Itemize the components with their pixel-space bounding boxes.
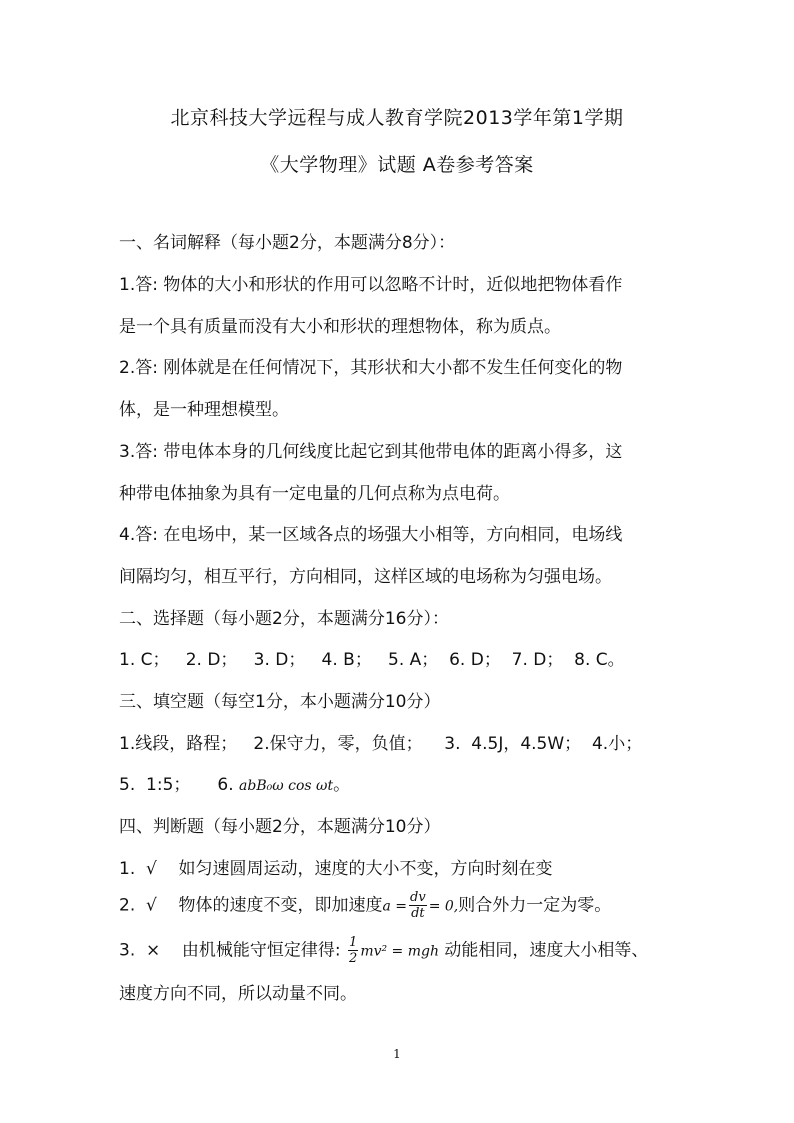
section3-line2-suffix: 。 (333, 775, 351, 795)
energy-equation: mv² = mgh (360, 943, 439, 960)
section1-answer-line: 4.答: 在电场中，某一区域各点的场强大小相等，方向相同，电场线 (119, 525, 623, 545)
document-title-line1: 北京科技大学远程与成人教育学院2013学年第1学期 (170, 107, 624, 129)
fraction-numerator: dv (410, 890, 426, 905)
section1-answer-line: 体，是一种理想模型。 (119, 400, 289, 420)
page-number: 1 (393, 1047, 401, 1061)
section4-item2-prefix: 2. √ 物体的速度不变，即加速度 (119, 895, 383, 916)
section4-item2-math-lhs: a = (382, 898, 408, 915)
section3-line2-prefix: 5. 1:5； 6. (119, 775, 234, 795)
fraction-numerator: 1 (349, 935, 358, 950)
fraction-denominator: 2 (349, 951, 358, 966)
fraction-denominator: dt (411, 906, 425, 921)
section4-item2 (119, 890, 699, 921)
section4-item3 (119, 935, 699, 966)
section3-heading: 三、填空题（每空1分，本小题满分10分） (119, 692, 441, 712)
section4-item3-prefix: 3. × 由机械能守恒定律得: (119, 940, 341, 961)
section4-item3-line2: 速度方向不同，所以动量不同。 (119, 984, 357, 1004)
section1-answer-line: 2.答: 刚体就是在任何情况下，其形状和大小都不发生任何变化的物 (119, 358, 623, 378)
section3-answer-line1: 1.线段，路程； 2.保守力，零，负值； 3. 4.5J，4.5W； 4.小； (119, 734, 643, 754)
section1-answer-line: 种带电体抽象为具有一定电量的几何点称为点电荷。 (119, 484, 510, 504)
section1-answer-line: 1.答: 物体的大小和形状的作用可以忽略不计时，近似地把物体看作 (119, 275, 623, 295)
section1-answer-line: 是一个具有质量而没有大小和形状的理想物体，称为质点。 (119, 317, 561, 337)
section4-item2-suffix: 则合外力一定为零。 (458, 895, 612, 916)
section4-heading: 四、判断题（每小题2分，本题满分10分） (119, 817, 441, 837)
section4-item1: 1. √ 如匀速圆周运动，速度的大小不变，方向时刻在变 (119, 859, 553, 879)
section3-answer-line2 (119, 773, 699, 798)
half-fraction (348, 935, 358, 966)
section1-answer-line: 3.答: 带电体本身的几何线度比起它到其他带电体的距离小得多，这 (119, 442, 623, 462)
document-title-line2: 《大学物理》试题 A卷参考答案 (260, 154, 534, 176)
section2-answers: 1. C； 2. D； 3. D； 4. B； 5. A； 6. D； 7. D； 8. C。 (119, 650, 625, 670)
section2-heading: 二、选择题（每小题2分，本题满分16分）： (119, 609, 449, 629)
section4-item2-math-rhs: = 0, (428, 898, 459, 915)
section1-answer-line: 间隔均匀，相互平行，方向相同，这样区域的电场称为匀强电场。 (119, 567, 612, 587)
section1-heading: 一、名词解释（每小题2分，本题满分8分）： (119, 233, 456, 253)
acceleration-fraction (409, 890, 427, 921)
section4-item3-suffix: 动能相同，速度大小相等、 (439, 940, 649, 961)
section3-formula: abB₀ω cos ωt (239, 778, 334, 794)
